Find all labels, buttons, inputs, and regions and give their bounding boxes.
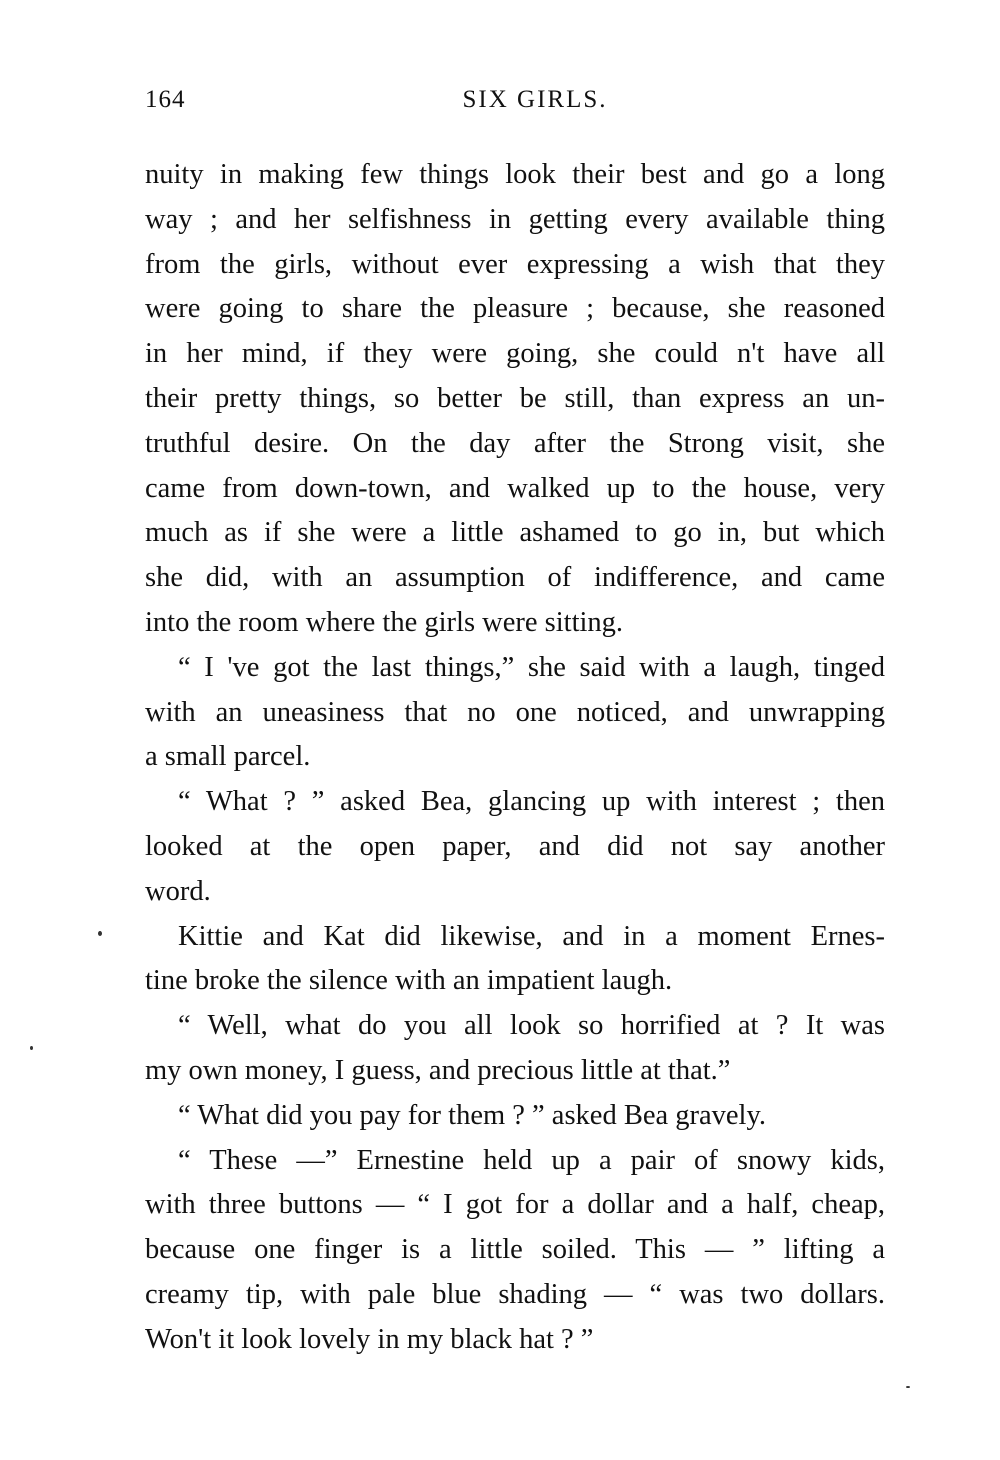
paragraph <box>145 780 885 914</box>
scan-speck <box>30 1046 33 1050</box>
scan-speck <box>98 931 102 936</box>
text-line: were going to share the pleasure ; because, she reasoned <box>145 293 885 325</box>
running-head <box>145 86 885 122</box>
text-line: from the girls, without ever expressing a wish that they <box>145 248 885 280</box>
paragraph <box>145 1139 885 1363</box>
paragraph <box>145 915 885 1005</box>
text-line: creamy tip, with pale blue shading — “ was two dollars. <box>145 1278 885 1310</box>
text-line: nuity in making few things look their best and go a long <box>145 159 885 190</box>
text-line: Won't it look lovely in my black hat ? ” <box>145 1323 594 1355</box>
book-title: SIX GIRLS. <box>462 86 608 113</box>
text-line: way ; and her selfishness in getting every available thing <box>145 203 885 235</box>
text-line: “ Well, what do you all look so horrified at ? It was <box>178 1010 885 1042</box>
text-line: truthful desire. On the day after the Strong visit, she <box>145 427 885 459</box>
text-line: looked at the open paper, and did not say another <box>145 830 885 862</box>
paragraph <box>145 153 885 646</box>
page-number: 164 <box>145 86 186 113</box>
paragraph <box>145 646 885 780</box>
text-line: “ These —” Ernestine held up a pair of snowy kids, <box>178 1144 885 1176</box>
text-line: with an uneasiness that no one noticed, and unwrapping <box>145 696 885 728</box>
body-text <box>145 153 885 1363</box>
text-line: much as if she were a little ashamed to go in, but which <box>145 517 885 549</box>
text-line: my own money, I guess, and precious little at that.” <box>145 1054 731 1086</box>
text-line: tine broke the silence with an impatient laugh. <box>145 965 673 997</box>
text-line: a small parcel. <box>145 741 311 773</box>
text-line: came from down-town, and walked up to the house, very <box>145 472 885 504</box>
text-line: “ I 've got the last things,” she said with a laugh, tinged <box>178 651 885 683</box>
text-line: Kittie and Kat did likewise, and in a moment Ernes- <box>178 920 885 952</box>
text-line: because one finger is a little soiled. This — ” lifting a <box>145 1234 885 1266</box>
text-line: with three buttons — “ I got for a dollar and a half, cheap, <box>145 1189 885 1221</box>
text-line: she did, with an assumption of indifference, and came <box>145 562 885 594</box>
text-line: in her mind, if they were going, she could n't have all <box>145 338 885 370</box>
paragraph <box>145 1004 885 1094</box>
scan-speck <box>906 1386 910 1388</box>
text-line: word. <box>145 875 211 907</box>
text-line: “ What ? ” asked Bea, glancing up with interest ; then <box>178 786 885 818</box>
text-line: “ What did you pay for them ? ” asked Bea gravely. <box>178 1099 766 1131</box>
paragraph <box>145 1094 885 1139</box>
text-line: into the room where the girls were sitting. <box>145 606 624 638</box>
text-line: their pretty things, so better be still, than express an un- <box>145 382 885 414</box>
